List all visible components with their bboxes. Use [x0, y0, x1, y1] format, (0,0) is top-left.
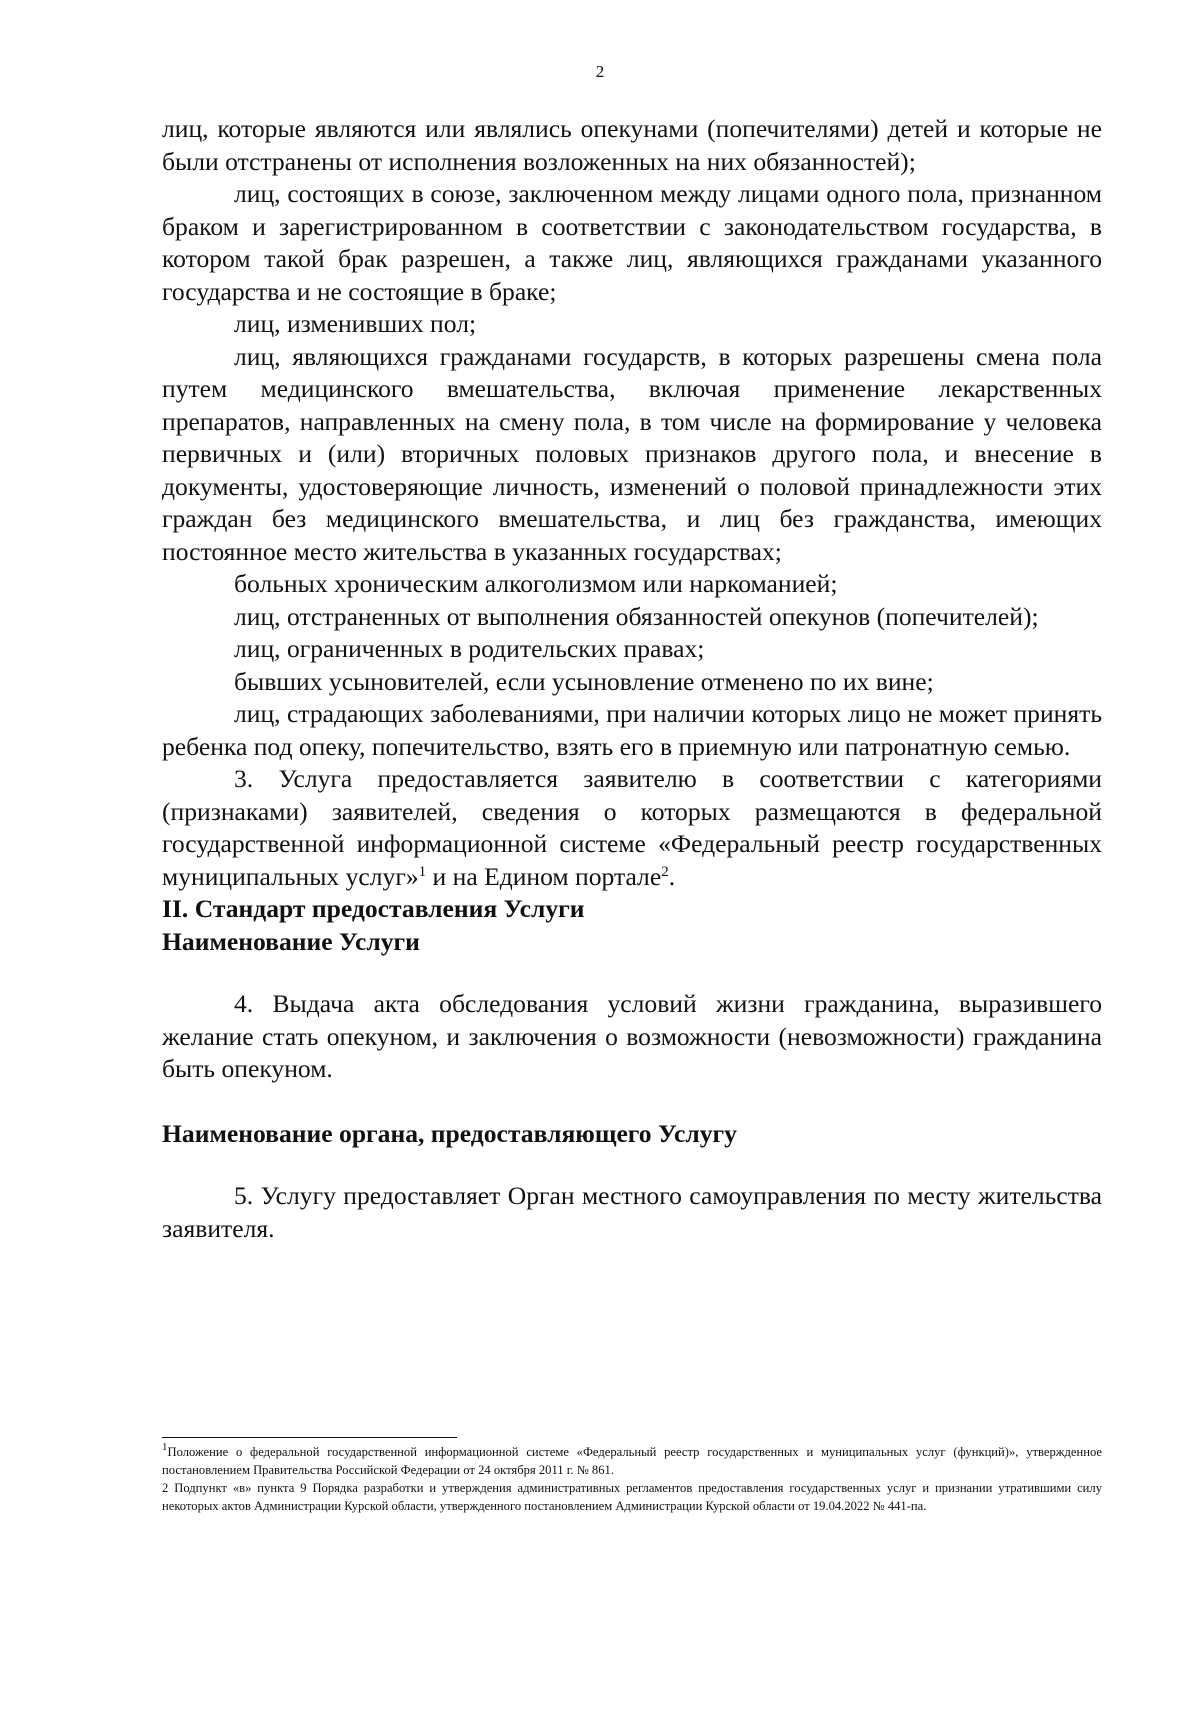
footnote-1-mark: 1 — [162, 1441, 168, 1453]
footnote-1-text: Положение о федеральной государственной информационной системе «Федеральный реестр государственных и муниципальных услуг (функций)», утвержденное постановлением Правительства Российской Федерации от 24 октября 2011 г. № 861. — [162, 1445, 1102, 1477]
paragraph-5: 5. Услугу предоставляет Орган местного самоуправления по месту жительства заявителя. — [162, 1181, 1102, 1243]
paragraph-3-text-2: и на Едином портале — [426, 861, 662, 891]
document-body — [162, 113, 1102, 1245]
footnote-2: 2 Подпункт «в» пункта 9 Порядка разработки и утверждения административных регламентов предоставления государственных услуг и признании утратившими силу некоторых актов Администрации Курской области, утвержденного постановлением Администрации Курской области от 19.04.2022 № 441-па. — [162, 1481, 1102, 1513]
paragraph: лиц, изменивших пол; — [234, 309, 477, 338]
subheading-authority: Наименование органа, предоставляющего Услугу — [162, 1118, 737, 1148]
paragraph: лиц, являющихся гражданами государств, в которых разрешены смена пола путем медицинского вмешательства, включая применение лекарственных препаратов, направленных на смену пола, в том числе на формирование у человека первичных и (или) вторичных половых признаков другого пола, и внесение в документы, удостоверяющие личность, изменений о половой принадлежности этих граждан без медицинского вмешательства, и лиц без гражданства, имеющих постоянное место жительства в указанных государствах; — [162, 341, 1102, 566]
footnote-separator — [162, 1437, 457, 1438]
paragraph: лиц, состоящих в союзе, заключенном между лицами одного пола, признанном браком и зарегистрированном в соответствии с законодательством государства, в котором такой брак разрешен, а также лиц, являющихся гражданами указанного государства и не состоящие в браке; — [162, 179, 1102, 306]
section-heading: II. Стандарт предоставления Услуги — [162, 894, 585, 923]
paragraph: лиц, отстраненных от выполнения обязанностей опекунов (попечителей); — [234, 601, 1039, 631]
paragraph: лиц, страдающих заболеваниями, при наличии которых лицо не может принять ребенка под опеку, попечительство, взять его в приемную или патронатную семью. — [162, 699, 1102, 761]
footnotes — [162, 1443, 1102, 1515]
footnote-ref-2[interactable]: 2 — [661, 863, 669, 880]
page-number: 2 — [595, 62, 605, 81]
paragraph: лиц, которые являются или являлись опекунами (попечителями) детей и которые не были отстранены от исполнения возложенных на них обязанностей); — [162, 114, 1102, 176]
paragraph: лиц, ограниченных в родительских правах; — [234, 634, 705, 663]
paragraph-3-end: . — [668, 861, 676, 891]
subheading-service-name: Наименование Услуги — [162, 926, 420, 956]
paragraph: бывших усыновителей, если усыновление отменено по их вине; — [234, 666, 934, 696]
paragraph-3-text: 3. Услуга предоставляется заявителю в соответствии с категориями (признаками) заявителей, сведения о которых размещаются в федеральной государственной информационной системе «Федеральный реестр государственных муниципальных услуг» — [162, 764, 1102, 891]
paragraph-4: 4. Выдача акта обследования условий жизни гражданина, выразившего желание стать опекуном, и заключения о возможности (невозможности) гражданина быть опекуном. — [162, 989, 1102, 1083]
paragraph-3 — [162, 763, 1102, 893]
footnote-ref-1[interactable]: 1 — [418, 863, 427, 880]
footnote-1 — [162, 1443, 1102, 1479]
paragraph: больных хроническим алкоголизмом или наркоманией; — [234, 569, 838, 598]
